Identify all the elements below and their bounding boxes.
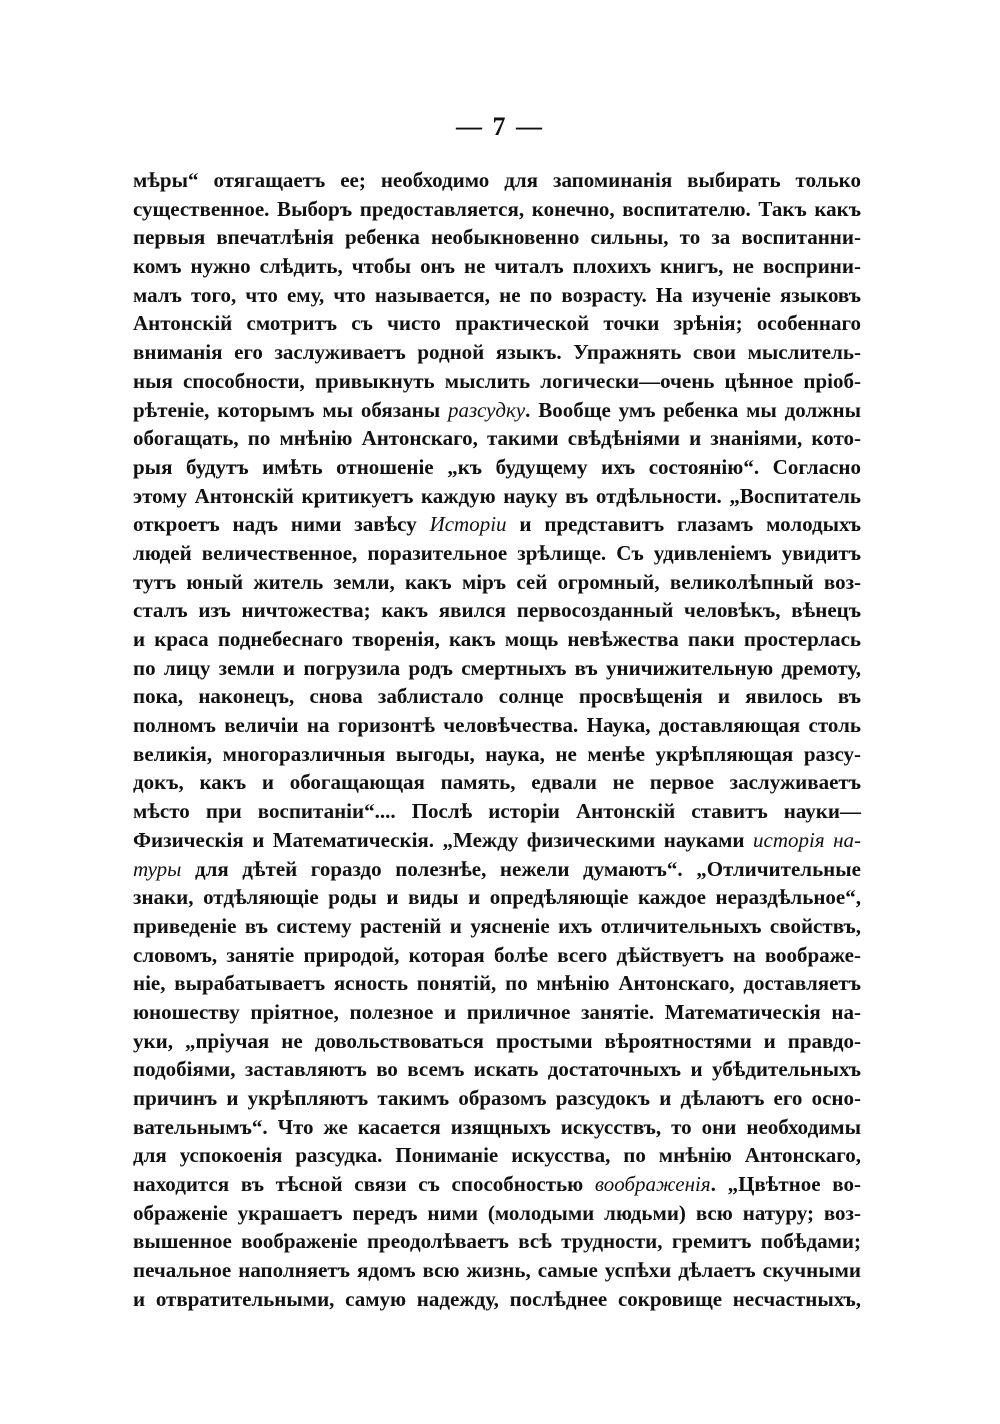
text-segment: и представитъ глазамъ молодыхъ [506,512,861,537]
text-segment: ніе, вырабатываетъ ясность понятій, по мнѣнію Антонскаго, доставляетъ [133,971,861,996]
text-segment: вательнымъ“. Что же касается изящныхъ искусствъ, то они необходимы [133,1114,861,1139]
text-segment: малъ того, что ему, что называется, не по возрасту. На изученіе языковъ [133,282,861,307]
text-line [133,367,861,396]
text-line [133,1027,861,1056]
text-segment: словомъ, занятіе природой, которая болѣе всего дѣйствуетъ на воображе- [133,942,861,967]
text-line [133,883,861,912]
text-line [133,912,861,941]
text-segment: вниманія его заслуживаетъ родной языкъ. Упражнять свои мыслитель- [133,340,861,365]
text-line [133,855,861,884]
italic-text: Исторіи [429,512,507,537]
text-segment: рѣтеніе, которымъ мы обязаны [133,397,449,422]
text-segment: и отвратительными, самую надежду, послѣднее сокровище несчастныхъ, [133,1286,861,1311]
text-line [133,1084,861,1113]
text-segment: ображеніе украшаетъ передъ ними (молодыми людьми) всю натуру; воз- [133,1200,861,1225]
text-line [133,482,861,511]
text-line [133,682,861,711]
text-line [133,539,861,568]
text-line [133,396,861,425]
text-line [133,223,861,252]
text-line [133,195,861,224]
text-line [133,424,861,453]
text-line [133,654,861,683]
text-segment: и краса поднебеснаго творенія, какъ мощь невѣжества паки простерлась [133,627,861,651]
text-segment: комъ нужно слѣдить, чтобы онъ не читалъ плохихъ книгъ, не восприни- [133,254,861,279]
text-line [133,768,861,797]
text-line [133,510,861,539]
italic-text: исторія на- [753,827,861,852]
text-segment: для успокоенія разсудка. Пониманіе искусства, по мнѣнію Антонскаго, [133,1143,861,1168]
text-segment: этому Антонскій критикуетъ каждую науку въ отдѣльности. „Воспитатель [133,483,861,508]
text-segment: вышенное воображеніе преодолѣваетъ всѣ трудности, гремитъ побѣдами; [133,1229,861,1254]
text-segment: мѣры“ отягащаетъ ее; необходимо для запоминанія выбирать только [133,168,861,192]
text-segment: знаки, отдѣляющіе роды и виды и опредѣляющіе каждое нераздѣльное“, [133,885,861,910]
text-line [133,1199,861,1228]
text-line [133,969,861,998]
text-segment: уки, „пріучая не довольствоваться простыми вѣроятностями и правдо- [133,1028,861,1053]
text-segment: находится въ тѣсной связи съ способностью [133,1172,595,1197]
text-line [133,453,861,482]
text-segment: великія, многоразличныя выгоды, наука, не менѣе укрѣпляющая разсу- [133,741,861,766]
body-text [133,166,861,1314]
text-line [133,625,861,654]
text-segment: мѣсто при воспитаніи“.... Послѣ исторіи Антонскій ставитъ науки— [133,799,861,824]
text-line [133,1113,861,1142]
text-segment: тутъ юный житель земли, какъ міръ сей огромный, великолѣпный воз- [133,569,861,594]
text-segment: юношеству пріятное, полезное и приличное занятіе. Математическія на- [133,999,861,1024]
text-line [133,941,861,970]
text-segment: рыя будутъ имѣть отношеніе „къ будущему ихъ состоянію“. Согласно [133,454,861,479]
text-line [133,1227,861,1256]
text-line [133,309,861,338]
text-line [133,281,861,310]
text-segment: существенное. Выборъ предоставляется, конечно, воспитателю. Такъ какъ [133,196,861,221]
text-segment: причинъ и укрѣпляютъ такимъ образомъ разсудокъ и дѣлаютъ его осно- [133,1086,861,1110]
text-line [133,568,861,597]
text-line [133,998,861,1027]
text-segment: людей величественное, поразительное зрѣлище. Съ удивленіемъ увидитъ [133,540,861,565]
text-segment: по лицу земли и погрузила родъ смертныхъ въ уничижительную дремоту, [133,655,861,680]
text-segment: для дѣтей гораздо полезнѣе, нежели думаютъ“. „Отличительные [181,856,861,881]
text-segment: печальное наполняетъ ядомъ всю жизнь, самые успѣхи дѣлаетъ скучными [133,1258,861,1283]
text-segment: ныя способности, привыкнуть мыслить логически—очень цѣнное пріоб- [133,368,861,393]
text-line [133,797,861,826]
text-segment: первыя впечатлѣнія ребенка необыкновенно сильны, то за воспитанни- [133,225,861,250]
text-segment: полномъ величіи на горизонтѣ человѣчества. Наука, доставляющая столь [133,713,861,738]
text-line [133,252,861,281]
text-segment: Антонскій смотритъ съ чисто практической точки зрѣнія; особеннаго [133,311,861,336]
text-line [133,1285,861,1314]
text-segment: Физическія и Математическія. „Между физическими науками [133,827,753,852]
text-line [133,166,861,195]
text-segment: сталъ изъ ничтожества; какъ явился первосозданный человѣкъ, вѣнецъ [133,598,861,623]
text-line [133,338,861,367]
italic-text: туры [133,856,182,881]
text-line [133,1141,861,1170]
text-line [133,596,861,625]
text-segment: обогащать, по мнѣнію Антонскаго, такими свѣдѣніями и знаніями, кото- [133,426,861,451]
text-line [133,1256,861,1285]
text-segment: . Вообще умъ ребенка мы должны [525,397,861,422]
text-line [133,740,861,769]
italic-text: разсудку [448,397,526,422]
text-line [133,1170,861,1199]
page-number: — 7 — [456,112,544,141]
text-line [133,826,861,855]
text-line [133,1055,861,1084]
text-segment: приведеніе въ систему растеній и уясненіе ихъ отличительныхъ свойствъ, [133,913,861,938]
text-segment: откроетъ надъ ними завѣсу [133,512,430,537]
text-segment: докъ, какъ и обогащающая память, едвали не первое заслуживаетъ [133,770,861,795]
text-segment: . „Цвѣтное во- [710,1172,861,1197]
text-line [133,711,861,740]
text-segment: пока, наконецъ, снова заблистало солнце просвѣщенія и явилось въ [133,684,861,709]
italic-text: воображенія [594,1172,711,1197]
text-segment: подобіями, заставляютъ во всемъ искать достаточныхъ и убѣдительныхъ [133,1057,861,1082]
